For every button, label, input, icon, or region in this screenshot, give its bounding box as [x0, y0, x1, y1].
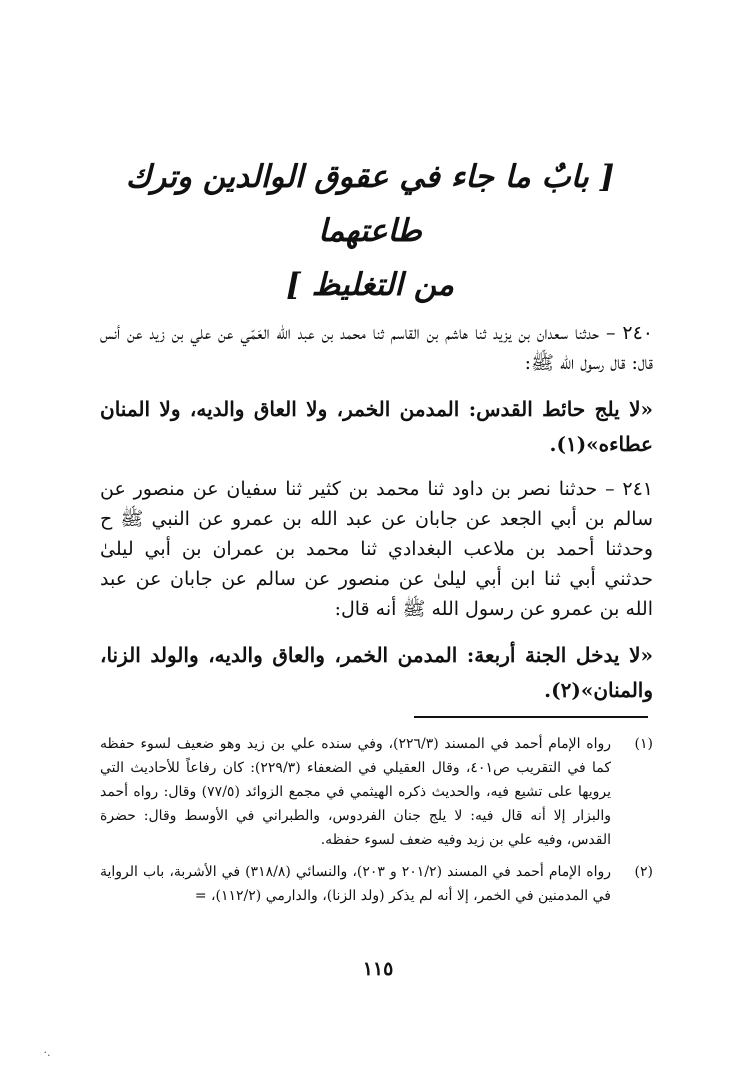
page-number: ١١٥ [362, 958, 394, 980]
footnote-ref-1: (١). [549, 432, 587, 456]
hadith-241-isnad: ٢٤١ – حدثنا نصر بن داود ثنا محمد بن كثير ثنا سفيان عن منصور عن سالم بن أبي الجعد عن جابان عن عبد الله بن عمرو عن النبي ﷺ ح وحدثنا أحمد بن ملاعب البغدادي ثنا محمد بن عمران بن أبي ليلىٰ حدثني أبي ثنا ابن أبي ليلىٰ عن منصور عن سالم عن جابان عن عبد الله بن عمرو عن رسول الله ﷺ أنه قال: [100, 478, 653, 620]
footnote-2-text: رواه الإمام أحمد في المسند (٢٠١/٢ و ٢٠٣)، والنسائي (٣١٨/٨) في الأشربة، باب الرواية في المدمنين في الخمر، إلا أنه لم يذكر (ولد الزنا)، والدارمي (١١٢/٢)، = [100, 864, 611, 904]
footnote-1-marker: (١) [634, 736, 653, 752]
chapter-title-line-1: [ بابٌ ما جاء في عقوق الوالدين وترك طاعتهما [125, 159, 615, 249]
scan-mark: ·. [43, 1046, 51, 1059]
footnote-separator [414, 716, 648, 718]
chapter-title [120, 150, 620, 312]
hadith-240-matn [100, 392, 653, 462]
main-text [100, 318, 653, 708]
footnote-2-marker: (٢) [634, 864, 653, 880]
hadith-240-matn-text: «لا يلج حائط القدس: المدمن الخمر، ولا العاق والديه، ولا المنان عطاءه» [100, 397, 653, 456]
footnotes [100, 732, 653, 908]
chapter-title-line-2: من التغليظ ] [286, 267, 454, 303]
footnote-1-text: رواه الإمام أحمد في المسند (٢٢٦/٣)، وفي سنده علي بن زيد وهو ضعيف لسوء حفظه كما في التقريب ص٤٠١، وقال العقيلي في الضعفاء (٢٢٩/٣): كان رفاعاً للأحاديث التي يرويها على تشيع فيه، والحديث ذكره الهيثمي في مجمع الزوائد (٧٧/٥) وقال: رواه أحمد والبزار إلا أنه قال فيه: لا يلج جنان الفردوس، والطبراني في الأوسط وقال: حضرة القدس، وفيه علي بن زيد وفيه ضعف لسوء حفظه. [100, 736, 611, 848]
footnote-2 [100, 860, 653, 908]
hadith-240-isnad: ٢٤٠ – حدثنا سعدان بن يزيد ثنا هاشم بن القاسم ثنا محمد بن عبد الله العَمّي عن علي بن زيد عن أنس قال: قال رسول الله ﷺ: [100, 322, 653, 374]
hadith-241-matn-text: «لا يدخل الجنة أربعة: المدمن الخمر، والعاق والديه، والولد الزنا، والمنان» [100, 643, 653, 702]
footnote-ref-2: (٢). [544, 678, 581, 702]
hadith-241-matn [100, 638, 653, 708]
footnote-1 [100, 732, 653, 852]
